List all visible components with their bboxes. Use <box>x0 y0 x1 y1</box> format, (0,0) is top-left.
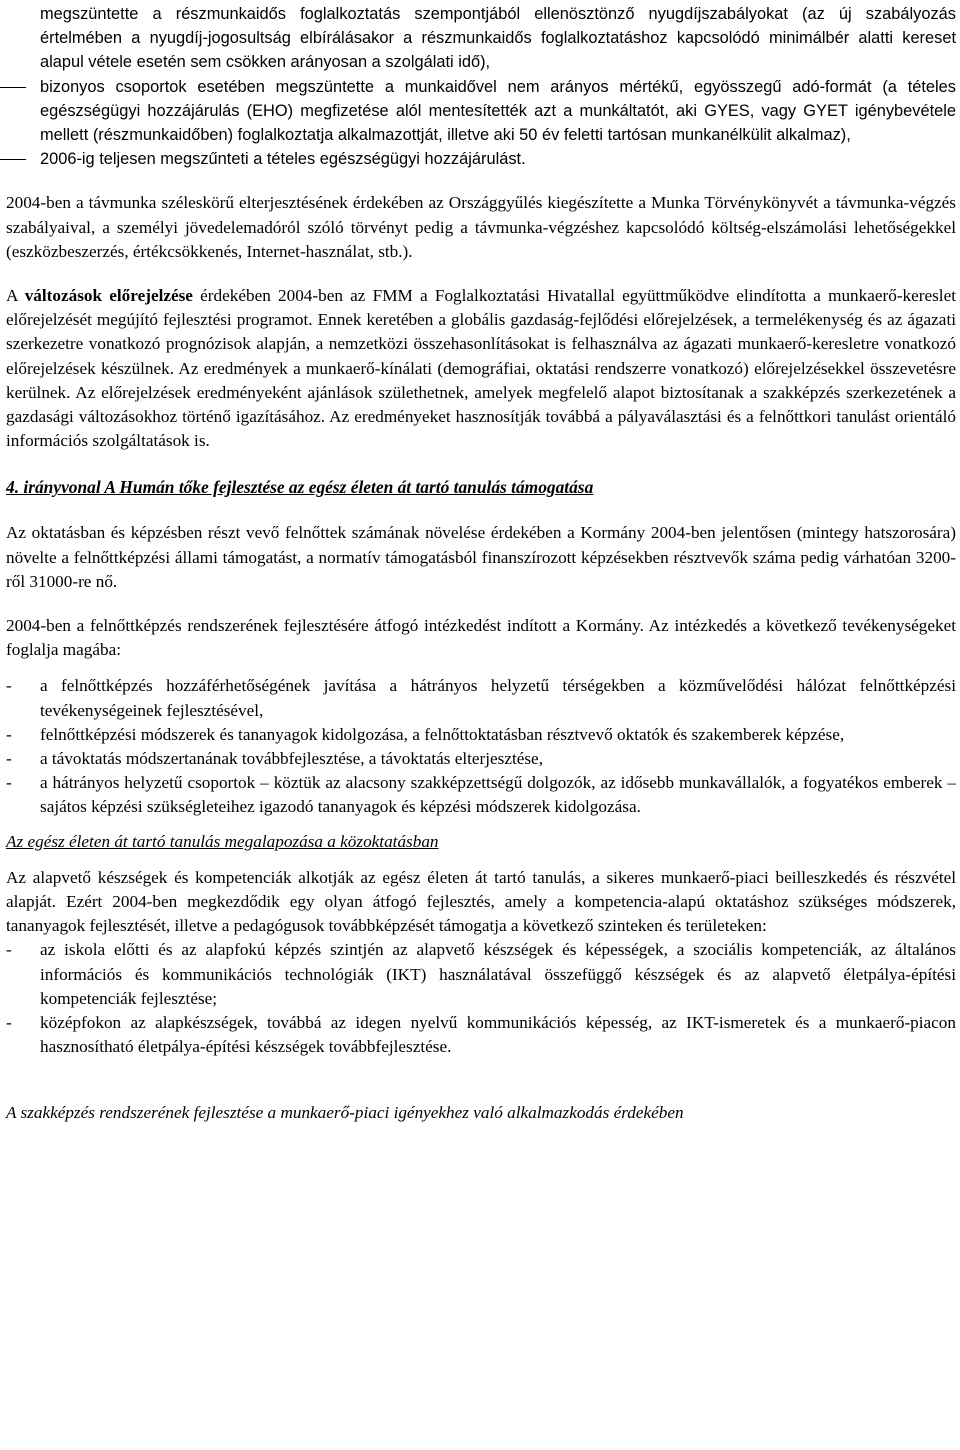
paragraph-valtozasok <box>6 284 956 453</box>
list-item <box>6 2 956 75</box>
section-heading-4: 4. irányvonal A Humán tőke fejlesztése az egész életen át tartó tanulás támogatása <box>6 477 594 498</box>
dash-marker: - <box>6 676 12 696</box>
dash-marker: - <box>6 940 12 960</box>
subheading-kozoktatas: Az egész életen át tartó tanulás megalapozása a közoktatásban <box>6 831 439 851</box>
paragraph-tavmunka: 2004-ben a távmunka széleskörű elterjesztésének érdekében az Országgyűlés kiegészítette a Munka Törvénykönyvét a távmunka-végzés szabályaival, a személyi jövedelemadóról szóló törvényt pedig a távmunka-végzéshez kapcsolódó költség-elszámolási lehetőségekkel (eszközbeszerzés, értékcsökkenés, Internet-használat, stb.). <box>6 193 956 261</box>
list-item-text: a felnőttképzés hozzáférhetőségének javítása a hátrányos helyzetű térségekben a közművelődési hálózat felnőttképzési tevékenységeinek fejlesztésével, <box>40 676 956 720</box>
list-item <box>6 147 956 171</box>
top-dash-list <box>6 2 956 171</box>
dash-marker: - <box>6 749 12 769</box>
valtozasok-rest: érdekében 2004-ben az FMM a Foglalkoztatási Hivatallal együttműködve elindította a munkaerő-kereslet előrejelzését megújító fejlesztési programot. Ennek keretében a globális gazdaság-fejlődési előrejelzések, a termelékenység és az ágazati szerkezetre vonatkozó prognózisok alapján, a nemzetközi összehasonlításokat is felhasználva az ágazati munkaerő-keresletre vonatkozó előrejelzések készülnek. Az eredmények a munkaerő-kínálati (demográfiai, oktatási rendszerre vonatkozó) előrejelzésekkel összevetésre kerülnek. Az előrejelzések eredményeként ajánlások születhetnek, amelyek megfelelő alapot biztosítanak a szakképzés szerkezetének a gazdasági változásokhoz történő igazításához. Az eredményeket hasznosítják továbbá a pályaválasztási és a felnőttkori tanulást orientáló információs szolgáltatások is. <box>6 286 956 451</box>
dash-marker <box>0 87 26 88</box>
subheading-szakkepzes: A szakképzés rendszerének fejlesztése a munkaerő-piaci igényekhez való alkalmazkodás érdekében <box>6 1103 684 1123</box>
dash-marker <box>0 159 26 160</box>
paragraph-alapveto: Az alapvető készségek és kompetenciák alkotják az egész életen át tartó tanulás, a sikeres munkaerő-piaci beilleszkedés és részvétel alapját. Ezért 2004-ben megkezdődik egy olyan átfogó fejlesztés, amely a kompetencia-alapú oktatáshoz szükséges módszerek, tananyagok fejlesztését, illetve a pedagógusok továbbképzését támogatja a következő szinteken és területeken: <box>6 867 956 936</box>
document-page <box>0 2 960 1450</box>
list-item <box>6 1011 956 1059</box>
list-item <box>6 674 956 722</box>
top-bullet-1-text: bizonyos csoportok esetében megszüntette a munkaidővel nem arányos mértékű, egyösszegű adó-formát (a tételes egészségügyi hozzájárulás (EHO) megfizetése alól mentesítették azt a munkáltatót, aki GYES, vagy GYET igénybevétele mellett (részmunkaidőben) foglalkoztatja alkalmazottját, illetve aki 50 év feletti tartósan munkanélkülit alkalmaz), <box>40 77 956 145</box>
top-bullet-2-text: 2006-ig teljesen megszűnteti a tételes egészségügyi hozzájárulást. <box>40 150 526 169</box>
list-item-text: felnőttképzési módszerek és tananyagok kidolgozása, a felnőttoktatásban résztvevő oktatók és szakemberek képzése, <box>40 724 845 744</box>
szintek-list <box>6 938 956 1059</box>
top-continuation-text: megszüntette a részmunkaidős foglalkoztatás szempontjából ellenösztönző nyugdíjszabályokat (az új szabályozás értelmében a nyugdíj-jogosultság elbírálásakor a részmunkaidős foglalkoztatáshoz kapcsolódó minimálbér alatti kereset alapul vétele esetén sem csökken arányosan a szolgálati idő), <box>40 5 956 72</box>
dash-marker: - <box>6 1012 12 1032</box>
list-item-text: a távoktatás módszertanának továbbfejlesztése, a távoktatás elterjesztése, <box>40 749 543 769</box>
list-item-text: a hátrányos helyzetű csoportok – köztük az alacsony szakképzettségű dolgozók, az idősebb munkavállalók, a fogyatékos emberek – sajátos képzési szükségleteihez igazodó tananyagok és képzési módszerek kidolgozása. <box>40 773 956 817</box>
paragraph-oktatas: Az oktatásban és képzésben részt vevő felnőttek számának növelése érdekében a Kormány 2004-ben jelentősen (mintegy hatszorosára) növelte a felnőttképzési állami támogatást, a normatív támogatásból finanszírozott képzésekben résztvevők száma pedig várhatóan 3200-ről 31000-re nő. <box>6 523 956 591</box>
valtozasok-prefix: A <box>6 286 25 306</box>
valtozasok-bold-term: változások előrejelzése <box>24 286 193 306</box>
list-item <box>6 747 956 771</box>
intezkedes-list <box>6 674 956 819</box>
list-item <box>6 938 956 1011</box>
paragraph-intezkedes: 2004-ben a felnőttképzés rendszerének fejlesztésére átfogó intézkedést indított a Kormány. Az intézkedés a következő tevékenységeket foglalja magába: <box>6 616 956 660</box>
list-item-text: középfokon az alapkészségek, továbbá az idegen nyelvű kommunikációs képesség, az IKT-ismeretek és a munkaerő-piacon hasznosítható életpálya-építési készségek továbbfejlesztése. <box>40 1012 956 1057</box>
dash-marker: - <box>6 724 12 744</box>
list-item-text: az iskola előtti és az alapfokú képzés szintjén az alapvető készségek és képességek, a szociális kompetenciák, az általános információs és kommunikációs technológiák (IKT) használatával összefüggő készségek és az alapvető életpálya-építési kompetenciák fejlesztése; <box>40 940 956 1008</box>
list-item <box>6 75 956 148</box>
list-item <box>6 723 956 747</box>
list-item <box>6 771 956 819</box>
dash-marker: - <box>6 773 12 793</box>
